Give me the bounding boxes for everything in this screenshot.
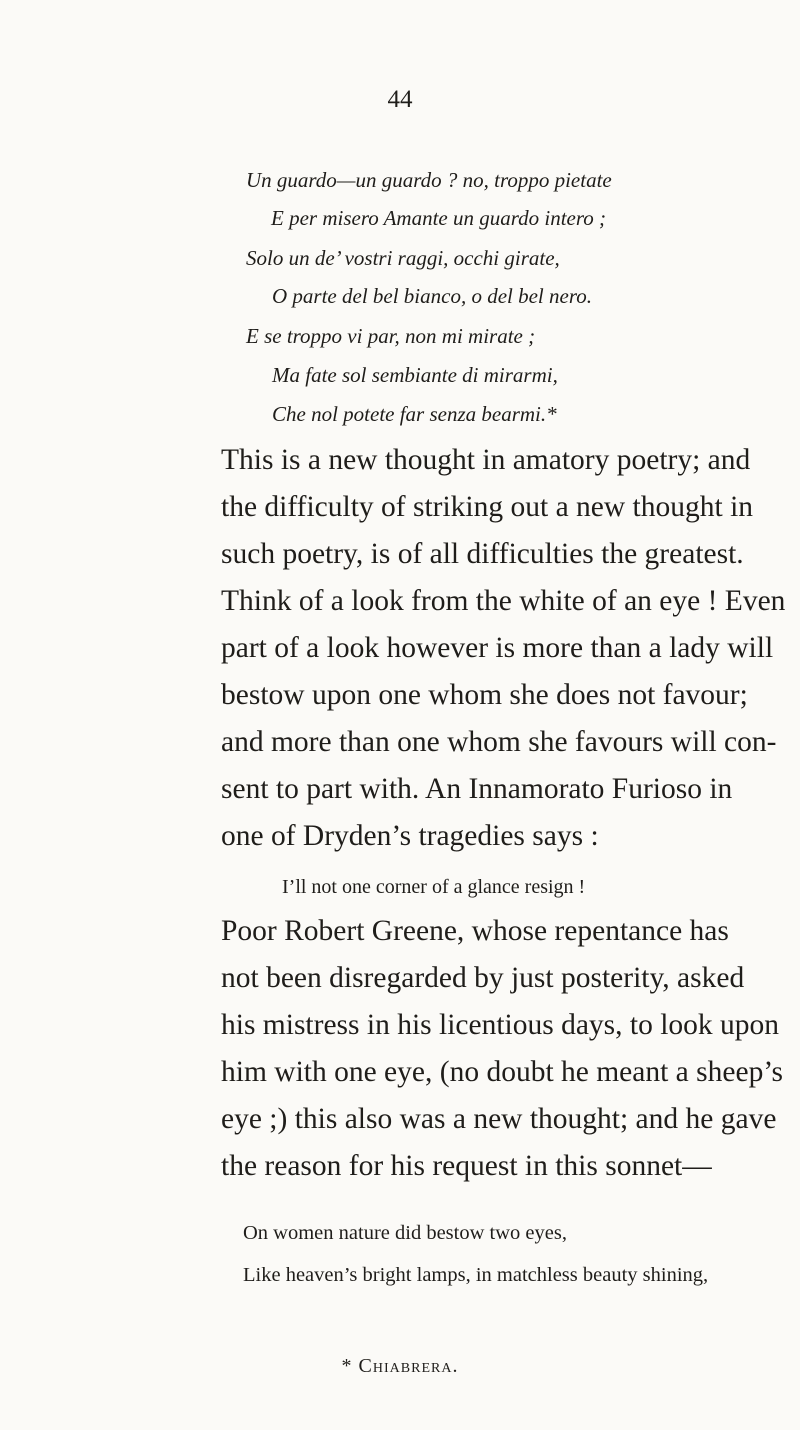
sonnet-line: On women nature did bestow two eyes, bbox=[243, 1222, 567, 1244]
verse-line: E se troppo vi par, non mi mirate ; bbox=[246, 324, 536, 348]
paragraph-line: the difficulty of striking out a new thought in bbox=[221, 491, 754, 523]
verse-line: E per misero Amante un guardo intero ; bbox=[271, 206, 606, 230]
paragraph-line: Poor Robert Greene, whose repentance has bbox=[221, 915, 729, 947]
verse-line: Che nol potete far senza bearmi.* bbox=[272, 402, 557, 426]
dryden-quote: I’ll not one corner of a glance resign ! bbox=[282, 876, 586, 898]
paragraph-line: Think of a look from the white of an eye ! Even bbox=[221, 585, 786, 617]
paragraph-line: his mistress in his licentious days, to look upon bbox=[221, 1009, 780, 1041]
paragraph-line: part of a look however is more than a lady will bbox=[221, 632, 774, 664]
paragraph-line: him with one eye, (no doubt he meant a sheep’s bbox=[221, 1056, 783, 1088]
verse-line: Un guardo—un guardo ? no, troppo pietate bbox=[246, 168, 612, 192]
sonnet-line: Like heaven’s bright lamps, in matchless beauty shining, bbox=[243, 1264, 709, 1286]
verse-line: Ma fate sol sembiante di mirarmi, bbox=[272, 363, 558, 387]
paragraph-line: one of Dryden’s tragedies says : bbox=[221, 820, 599, 852]
footnote: * Chiabrera. bbox=[341, 1355, 459, 1377]
paragraph-line: such poetry, is of all difficulties the greatest. bbox=[221, 538, 744, 570]
paragraph-line: eye ;) this also was a new thought; and he gave bbox=[221, 1103, 777, 1135]
verse-line: Solo un de’ vostri raggi, occhi girate, bbox=[246, 246, 560, 270]
paragraph-line: sent to part with. An Innamorato Furioso in bbox=[221, 773, 733, 805]
page-number: 44 bbox=[387, 86, 413, 113]
paragraph-line: the reason for his request in this sonnet— bbox=[221, 1150, 712, 1182]
verse-line: O parte del bel bianco, o del bel nero. bbox=[272, 284, 592, 308]
paragraph-line: not been disregarded by just posterity, asked bbox=[221, 962, 745, 994]
paragraph-line: This is a new thought in amatory poetry; and bbox=[221, 444, 751, 476]
paragraph-line: and more than one whom she favours will con- bbox=[221, 726, 777, 758]
paragraph-line: bestow upon one whom she does not favour; bbox=[221, 679, 748, 711]
